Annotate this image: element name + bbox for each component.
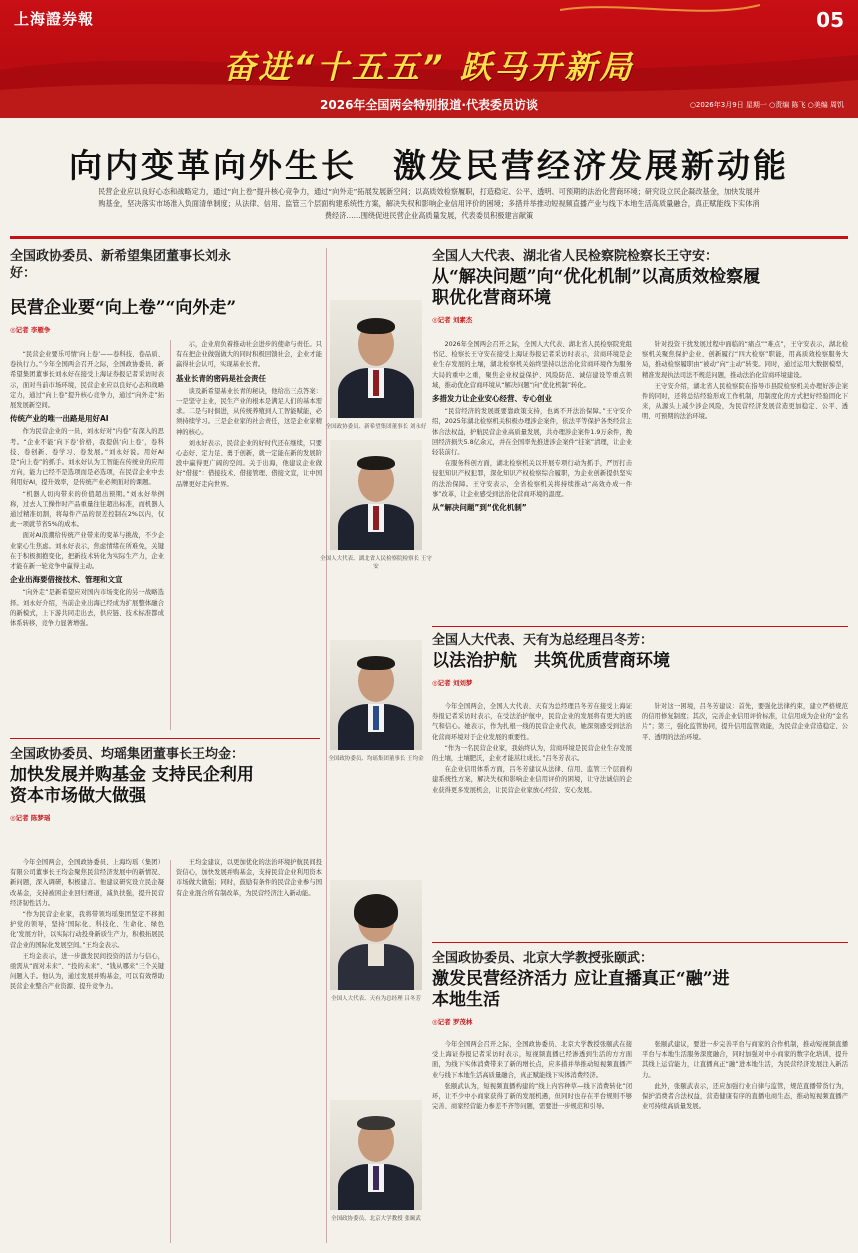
photo-liu-yonghao: [330, 300, 422, 418]
article-wang-junjin: [10, 746, 320, 856]
article-byline: ◎记者 刘素杰: [432, 316, 473, 324]
article-byline: ◎记者 李雁争: [10, 326, 51, 334]
paragraph: 面对AI浪潮给传统产业带来的变革与挑战，不少企业家心生焦虑。刘永好表示，焦虑情绪在所难免，关键在于积极拥抱变化，把新技术转化为实际生产力，企业才能在新一轮竞争中赢得主动。: [10, 532, 164, 571]
article-wang-shouan: [432, 248, 848, 338]
paragraph: 张颐武建议，要进一步完善平台与商家的合作机制，推动短视频直播平台与本地生活服务深度融合，同时加强对中小商家的数字化培训，提升其线上运营能力，让直播真正“融”进本地生活，为民营经济发展注入新活力。: [642, 1041, 848, 1079]
paragraph: 今年全国两会召开之际，全国政协委员、北京大学教授张颐武在接受上海证券报记者采访时表示，短视频直播已经渗透到生活的方方面面，为线下实体消费带来了新的增长点，应多措并举推动短视频直播产业与线下本地生活高质量融合，真正赋能线下实体消费经济。: [432, 1041, 632, 1079]
paragraph: 此外，张颐武表示，还应加强行业自律与监管，规范直播带货行为，保护消费者合法权益，营造健康有序的直播电商生态，推动短视频直播产业可持续高质量发展。: [642, 1082, 848, 1111]
paragraph: 今年全国两会，全国人大代表、天有为总经理吕冬芳在接受上海证券报记者采访时表示，在受法治护航中，民营企业的发展将有更大的底气和信心。她表示，作为扎根一线的民营企业代表，她深刻感受到法治化营商环境对于企业发展的重要性。: [432, 703, 632, 741]
paragraph: 王均金建议，以更加优化的法治环境护航民间投资信心，加快发展并购基金，支持民营企业利用资本市场做大做强；同时，鼓励有条件的民营企业参与国有企业混合所有制改革，为民营经济注入新动能。: [176, 859, 322, 897]
photo-caption: 全国政协委员、均瑶集团董事长 王均金: [328, 756, 424, 762]
newspaper-logo: 上海證券報: [14, 10, 95, 28]
divider-rule: [10, 236, 848, 239]
masthead-banner: [0, 0, 858, 118]
article-divider: [432, 942, 848, 943]
article-body-col1: [432, 1040, 632, 1243]
photo-wang-junjin: [330, 640, 422, 750]
article-title: 以法治护航 共筑优质营商环境: [432, 651, 670, 671]
paragraph: 2026年全国两会召开之际，全国人大代表、湖北省人民检察院党组书记、检察长王守安在接受上海证券报记者采访时表示，营商环境是企业生存发展的土壤，湖北检察机关始终坚持以法治化营商环境作为服务大局的重中之重，聚焦企业权益保护、风险防范、诚信建设等重点领域，推动优化营商环境从“解决问题”向“优化机制”转化。: [432, 341, 632, 389]
paragraph: 针对投资干扰发展过程中面临的“痛点”“难点”，王守安表示，湖北检察机关聚焦保护企业、创新履行“四大检察”职能，用高质效检察服务大局，推动检察履职由“被动”向“主动”转变。同时，通过运用大数据模型，精准发现执法司法不规范问题，推动法治化营商环境建设。: [642, 341, 848, 379]
article-title: 激发民营经济活力 应让直播真正“融”进本地生活: [432, 969, 730, 1010]
article-subhead: 从“解决问题”到“优化机制”: [432, 503, 527, 513]
photo-caption: 全国政协委员、北京大学教授 张颐武: [331, 1216, 421, 1222]
page-dek: 民营企业应以良好心态和战略定力，通过“向上卷”提升核心竞争力，通过“向外走”拓展发展新空间；以高质效检察履职，打造稳定、公平、透明、可预期的法治化营商环境；研究设立民企凝改基金，加快发展并购基金，坚决落实市场准入负面清单制度；从法律、信用、监管三个层面构建系统性方案，解决失权和影响企业信用评价的困境；多措并举推动短视频直播产业与线下本地生活高质量融合，真正赋能线下实体消费经济……围绕促进民营企业高质量发展，代表委员积极建言献策: [98, 187, 760, 220]
paragraph: 王守安介绍，湖北省人民检察院在指导市县院检察机关办理好涉企案件的同时，还将总结经验形成工作机制，用制度化的方式把好经验固化下来，从源头上减少涉企风险，为民营经济发展营造更加稳定、公平、透明、可预期的法治环境。: [642, 382, 848, 421]
photo-wang-shouan: [330, 440, 422, 550]
article-kicker: 全国政协委员、新希望集团董事长刘永好：: [10, 249, 232, 281]
paragraph: “向外走”是新希望应对国内市场变化的另一战略选择。刘永好介绍，当前企业出海已经成为扩展整体融合的新模式，上下游共同走出去，供应链、技术标准都成体系转移，竞争力显著增强。: [10, 589, 164, 628]
article-body-col2: [642, 702, 848, 938]
article-body-col1: [10, 350, 164, 730]
article-zhang-yiwu: [432, 950, 848, 1040]
article-body-col2: [176, 858, 322, 1243]
paragraph: 今年全国两会，全国政协委员、上海均瑶（集团）有限公司董事长王均金聚焦民营经济发展中的新情况、新问题，深入调研，积极建言。他建议研究设立民企凝改基金，支持被困企业回归赛道，减负扶强，提升民营经济韧性活力。: [10, 859, 164, 907]
article-divider: [432, 626, 848, 627]
article-title: 加快发展并购基金 支持民企利用资本市场做大做强: [10, 765, 254, 806]
article-body-col1: [432, 702, 632, 938]
paragraph: “作为一名民营企业家，我始终认为，营商环境是民营企业生存发展的土壤，土壤肥沃，企业才能茁壮成长。”吕冬芳表示。: [432, 744, 632, 763]
section-subtitle: 2026年全国两会特别报道·代表委员访谈: [320, 98, 538, 112]
article-lv-dongfang: [432, 632, 848, 702]
page-headline: 向内变革向外生长 激发民营经济发展新动能: [69, 146, 789, 185]
article-byline: ◎记者 陈梦瑶: [10, 814, 51, 822]
column-divider: [326, 248, 327, 1243]
paragraph: 作为民营企业的一员，刘永好对“内卷”有深入的思考。“企业不能‘向下卷’价格，我提倡‘向上卷’，卷科技、卷创新、卷学习、卷发展。”刘永好说。用好AI是“向上卷”的抓手。刘永好认为工智能在传统业的应用方向，能力已经不是选项而是必选项，在民营企业中去利用好AI，提升效率，是传统产业必须面对的课题。: [10, 428, 164, 487]
column-divider: [170, 860, 171, 1243]
article-byline: ◎记者 罗茂林: [432, 1018, 473, 1026]
article-subhead: 基业长青的密码是社会责任: [176, 373, 266, 383]
photo-caption: 全国人大代表、天有为总经理 吕冬芳: [331, 996, 421, 1002]
photo-lv-dongfang: [330, 880, 422, 990]
paragraph: “机器人切肉带来的价值超出预期。”刘永好举例称，过去人工操作时产品重量往往超出标准，而机器人通过精准切割，将每件产品的误差控制在2%以内，仅此一项就节省5%的成本。: [10, 490, 164, 529]
paragraph: 示，企业肩负着推动社会进步的使命与责任。只有在把企业做强做大的同时积极回馈社会，企业才能赢得社会认可，实现基业长青。: [176, 341, 322, 369]
paragraph: 张颐武认为，短视频直播构建的“线上内容种草—线下消费转化”闭环，让不少中小商家获得了新的发展机遇，但同时也存在平台规则不够完善、商家经营能力参差不齐等问题，需要进一步规范和引导。: [432, 1082, 632, 1111]
article-divider: [10, 738, 320, 739]
article-kicker: 全国人大代表、湖北省人民检察院检察长王守安：: [432, 249, 719, 264]
dateline: ○2026年3月9日 星期一 ○责编 陈飞 ○美编 周饥: [689, 101, 844, 109]
paragraph: 针对这一困境，吕冬芳建议：首先，要强化法律约束，建立严格规范的信用修复制度；其次，完善企业信用评价标准，让信用成为企业的“金名片”；第三，强化监管协同，提升信用监管效能，为民营企业营造稳定、公平、透明的法治环境。: [642, 703, 848, 741]
paragraph: “民营企业要乐可情‘向上卷’——卷科技、卷品质、卷执行力。”今年全国两会召开之际，全国政协委员、新希望集团董事长刘永好在接受上海证券报记者采访时表示，面对当前市场环境，民营企业应以良好心态和战略定力，通过“向上卷”提升核心竞争力，通过“向外走”拓展发展新空间。: [10, 351, 164, 410]
article-kicker: 全国政协委员、北京大学教授张颐武：: [432, 951, 654, 966]
article-title: 民营企业要“向上卷”“向外走”: [10, 298, 237, 318]
photo-caption: 全国政协委员、新希望集团董事长 刘永好: [325, 424, 427, 430]
article-kicker: 全国政协委员、均瑶集团董事长王均金：: [10, 747, 245, 762]
paragraph: “民营经济的发展既要靠政策支持，也离不开法治保障。”王守安介绍，2025年湖北检察机关积极办理涉企案件，依法平等保护各类经营主体合法权益，护航民营企业高质量发展，共办理涉企案件1.9万余件，挽回经济损失5.8亿余元，并在全国率先推进涉企案件“挂案”清理，让企业轻装前行。: [432, 408, 632, 457]
article-body-col1: [432, 340, 632, 622]
article-kicker: 全国人大代表、天有为总经理吕冬芳：: [432, 633, 654, 648]
article-byline: ◎记者 刘刘梦: [432, 679, 473, 687]
article-body-col2: [642, 340, 848, 622]
article-body-col1: [10, 858, 164, 1243]
article-title: 从“解决问题”向“优化机制”以高质效检察履职优化营商环境: [432, 267, 761, 308]
banner-slogan: 奋进“十五五” 跃马开新局: [223, 48, 635, 86]
article-body-col2: [176, 340, 322, 730]
photo-caption: 全国人大代表、湖北省人民检察院检察长 王守安: [320, 556, 432, 570]
page-number: 05: [816, 8, 844, 32]
article-subhead: 传统产业的唯一出路是用好AI: [10, 414, 109, 424]
photo-zhang-yiwu: [330, 1100, 422, 1210]
paragraph: 谈及新希望基业长青的秘诀，他给出三点答案：一是坚守主业，民生产业的根本是满足人们的基本需求。二是与时俱进，从传统养殖到人工智能赋能，必须持续学习。三是企业家的社会责任，这是企业家精神的核心。: [176, 387, 322, 436]
paragraph: “作为民营企业家，我将带领均瑶集团坚定不移拥护党的领导，坚持‘国际化、科技化、生命化、绿色化’发展方针，以实际行动投身新质生产力，积极拓展民营企业的国际化发展空间。”王均金表示。: [10, 911, 164, 949]
article-body-col2: [642, 1040, 848, 1243]
paragraph: 在服务科创方面，湖北检察机关以开展专项行动为抓手，严厉打击侵犯知识产权犯罪，深化知识产权检察综合履职，为企业创新提供坚实的法治保障。王守安表示，全省检察机关将持续推动“高效办成一件事”改革，让企业感受到法治化营商环境的温度。: [432, 460, 632, 498]
paragraph: 在企业信用体系方面，吕冬芳建议从法律、信用、监管三个层面构建系统性方案，解决失权和影响企业信用评价的困境，让守法诚信的企业获得更多发展机会，让民营企业家放心经营、安心发展。: [432, 766, 632, 794]
article-subhead: 多措发力让企业安心经营、专心创业: [432, 394, 552, 404]
article-subhead: 企业出海要借接技术、管理和文宣: [10, 575, 123, 585]
paragraph: 刘永好表示，民营企业的好时代还在继续，只要心态好、定力足、勇于创新，就一定能在新的发展阶段中赢得更广阔的空间。关于出海，他建议企业做好“借接”：借接技术、借接管理、借接文宣，让中国品牌更好走向世界。: [176, 439, 322, 488]
paragraph: 王均金表示，进一步激发民间投资的活力与信心，亟需从“面对未来”、“投的未来”、“钱从哪来”三个关键问题入手。他认为，通过发展并购基金，可以有效帮助民营企业整合产业资源、提升竞争力。: [10, 952, 164, 991]
